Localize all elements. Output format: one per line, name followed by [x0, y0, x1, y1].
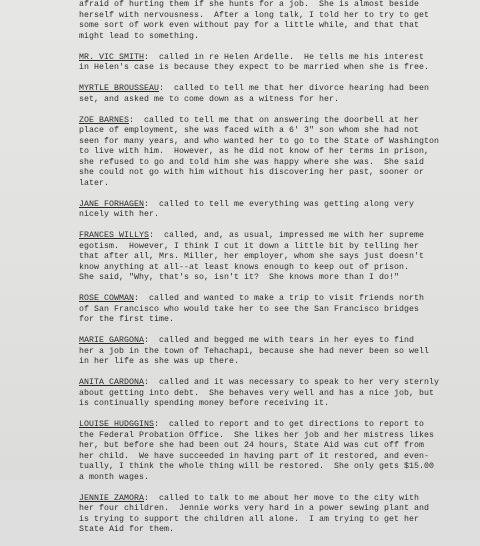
line-text: know anything at all--at least knows enough to keep out of prison.: [79, 262, 410, 272]
line-text: a month wages.: [79, 472, 150, 482]
person-name: LOUISE HUDGGINS: [79, 420, 155, 429]
line-text: : called in re Helen Ardelle. He tells me his interest: [144, 52, 425, 62]
line-text: for the first time.: [79, 315, 175, 324]
paragraph: [79, 200, 475, 221]
text-line: [79, 473, 475, 484]
text-line: [79, 504, 475, 515]
text-line: [79, 53, 475, 64]
text-line: [79, 137, 475, 148]
text-line: [79, 179, 475, 190]
line-text: in Helen's case is because they expect to be married when she is free.: [79, 63, 430, 72]
text-line: [79, 452, 475, 463]
line-text: She said, "Why, that's so, isn't it? She knows more than I do!": [79, 273, 400, 282]
text-line: [79, 378, 475, 389]
paragraph: [79, 494, 475, 536]
paragraph: [79, 420, 475, 483]
line-text: her child. We have succeeded in having part of it restored, and even-: [79, 451, 430, 461]
text-line: [79, 116, 475, 127]
line-text: : called to tell me that on answering the doorbell at her: [129, 115, 420, 125]
text-line: [79, 252, 475, 263]
text-line: [79, 389, 475, 400]
line-text: her, but before she had been out 24 hours, State Aid was cut off from: [79, 441, 425, 450]
text-line: [79, 347, 475, 358]
text-line: [79, 21, 475, 32]
line-text: her four children. Jennie works very hard in a power sewing plant and: [79, 504, 430, 513]
text-line: [79, 273, 475, 284]
line-text: place of employment, she was faced with a 6' 3" son whom she had not: [79, 126, 420, 135]
person-name: JANE FORHAGEN: [79, 199, 145, 209]
line-text: some sort of work even without pay for a little while, and that that: [79, 21, 420, 30]
line-text: egotism. However, I think I cut it down a little bit by telling her: [79, 241, 420, 251]
text-line: [79, 515, 475, 526]
line-text: she refused to go and told him she was happy where she was. She said: [79, 157, 425, 167]
line-text: the Federal Probation Office. She likes her job and her mistress likes: [79, 430, 435, 440]
paragraph: [79, 0, 475, 42]
text-line: [79, 315, 475, 326]
text-line: [79, 147, 475, 158]
line-text: afraid of hurting them if she hunts for a job. She is almost beside: [79, 0, 420, 9]
text-line: [79, 399, 475, 410]
paragraph: [79, 294, 475, 326]
line-text: : called to report and to get directions to report to: [154, 420, 425, 429]
line-text: her a job in the town of Tehachapi, because she had never been so well: [79, 346, 430, 356]
line-text: is continually spending money before receiving it.: [79, 399, 330, 408]
person-name: ZOE BARNES: [79, 115, 130, 125]
line-text: is trying to support the children all alone. I am trying to get her: [79, 514, 420, 524]
text-line: [79, 168, 475, 179]
text-line: [79, 263, 475, 274]
paragraph: [79, 231, 475, 284]
text-line: [79, 525, 475, 536]
text-line: [79, 336, 475, 347]
text-line: [79, 294, 475, 305]
text-line: [79, 126, 475, 137]
line-text: : called, and, as usual, impressed me with her supreme: [149, 231, 425, 240]
text-line: [79, 420, 475, 431]
line-text: : called to talk to me about her move to the city with: [144, 493, 420, 503]
text-line: [79, 32, 475, 43]
line-text: that after all, Mrs. Miller, her employer, whom she says just doesn't: [79, 252, 425, 261]
paragraph: [79, 84, 475, 105]
person-name: FRANCES WILLYS: [79, 231, 150, 240]
person-name: JENNIE ZAMORA: [79, 493, 145, 503]
text-line: [79, 210, 475, 221]
person-name: ROSE COWMAN: [79, 294, 135, 303]
line-text: about getting into debt. She behaves very well and has a nice job, but: [79, 388, 435, 398]
text-line: [79, 305, 475, 316]
line-text: State Aid for them.: [79, 525, 175, 534]
line-text: seen for many years, and who wanted her to go to the State of Washington: [79, 136, 440, 146]
person-name: ANITA CARDONA: [79, 378, 145, 387]
person-name: MR. VIC SMITH: [79, 52, 145, 62]
line-text: : called and it was necessary to speak to her very sternly: [144, 378, 440, 387]
line-text: nicely with her.: [79, 210, 160, 219]
line-text: in her life as she was up there.: [79, 357, 240, 366]
text-line: [79, 63, 475, 74]
person-name: MYRTLE BROUSSEAU: [79, 84, 160, 93]
text-line: [79, 431, 475, 442]
line-text: herself with nervousness. After a long talk, I told her to try to get: [79, 10, 430, 20]
text-line: [79, 200, 475, 211]
paragraph: [79, 378, 475, 410]
line-text: : called to tell me everything was getting along very: [144, 199, 415, 209]
line-text: : called to tell me that her divorce hearing had been: [159, 84, 430, 93]
text-line: [79, 0, 475, 11]
person-name: MARIE GARGONA: [79, 336, 145, 345]
typed-text-block: [79, 0, 475, 546]
text-line: [79, 357, 475, 368]
line-text: : called and begged me with tears in her eyes to find: [144, 336, 415, 345]
text-line: [79, 84, 475, 95]
line-text: to live with him. However, as he did not know of her terms in prison,: [79, 147, 430, 156]
text-line: [79, 494, 475, 505]
line-text: set, and asked me to come down as a witness for her.: [79, 94, 340, 104]
text-line: [79, 242, 475, 253]
line-text: of San Francisco who would take her to see the San Francisco bridges: [79, 304, 420, 314]
paragraph: [79, 53, 475, 74]
text-line: [79, 231, 475, 242]
paragraph: [79, 116, 475, 190]
line-text: might lead to something.: [79, 31, 200, 41]
text-line: [79, 95, 475, 106]
text-line: [79, 158, 475, 169]
line-text: later.: [79, 178, 110, 188]
text-line: [79, 462, 475, 473]
line-text: tually, I think the whole thing will be restored. She only gets $15.00: [79, 462, 435, 471]
text-line: [79, 441, 475, 452]
text-line: [79, 11, 475, 22]
line-text: she could not go with him without his discovering her past, sooner or: [79, 168, 425, 177]
paragraph: [79, 336, 475, 368]
line-text: : called and wanted to make a trip to visit friends north: [134, 294, 425, 303]
